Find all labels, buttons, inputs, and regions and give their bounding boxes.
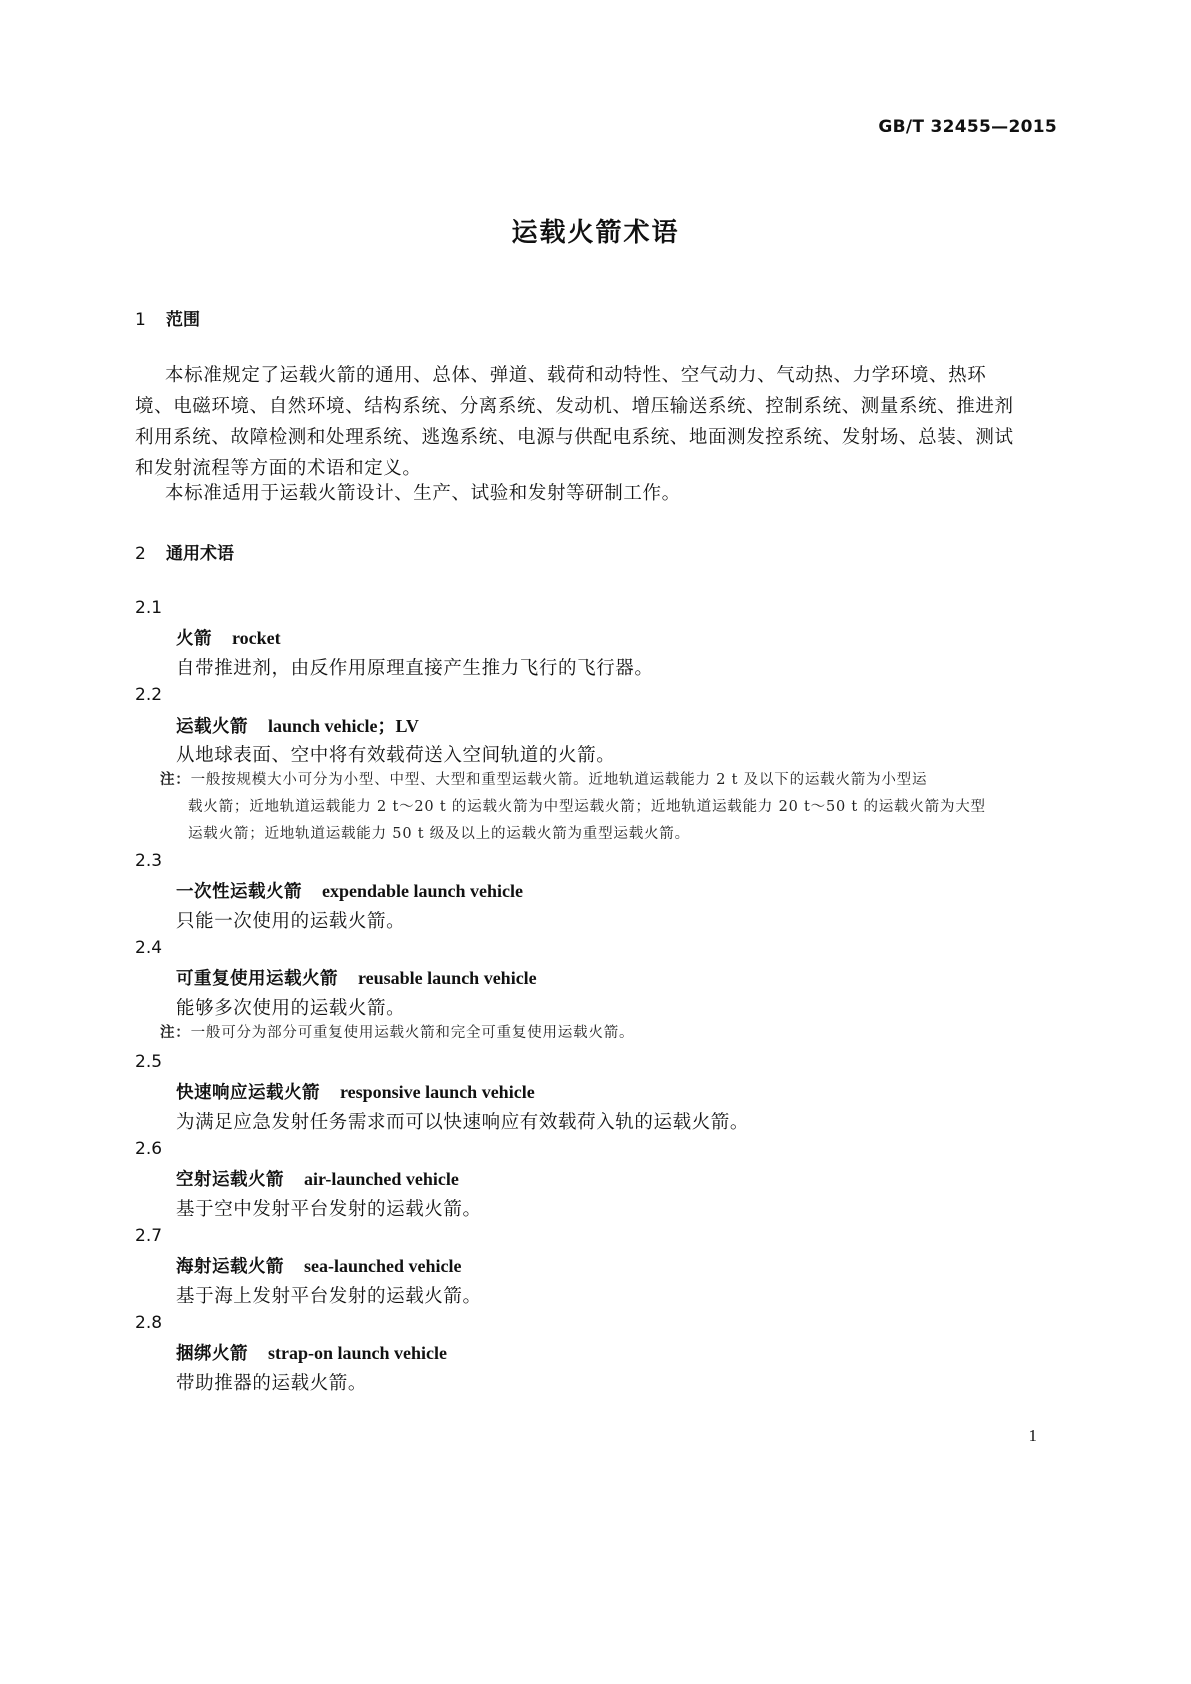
section-title: 通用术语 bbox=[166, 544, 234, 564]
term-heading bbox=[176, 1340, 447, 1365]
term-chinese: 火箭 bbox=[176, 629, 212, 649]
term-number: 2.4 bbox=[135, 938, 163, 958]
term-chinese: 空射运载火箭 bbox=[176, 1170, 284, 1190]
term-number: 2.2 bbox=[135, 685, 163, 705]
scope-paragraph-2: 本标准适用于运载火箭设计、生产、试验和发射等研制工作。 bbox=[165, 483, 681, 504]
term-number: 2.3 bbox=[135, 851, 163, 871]
note-text-continued: 载火箭；近地轨道运载能力 2 t～20 t 的运载火箭为中型运载火箭；近地轨道运载能力 20 t～50 t 的运载火箭为大型运载火箭；近地轨道运载能力 50 t 级及以上的运载火箭为重型运载火箭。 bbox=[188, 799, 986, 842]
term-english: strap-on launch vehicle bbox=[268, 1343, 448, 1363]
term-definition: 基于空中发射平台发射的运载火箭。 bbox=[176, 1199, 482, 1220]
section-number: 2 bbox=[135, 544, 146, 564]
term-definition: 能够多次使用的运载火箭。 bbox=[176, 998, 406, 1019]
term-heading bbox=[176, 878, 523, 903]
term-definition: 基于海上发射平台发射的运载火箭。 bbox=[176, 1286, 482, 1307]
term-heading bbox=[176, 965, 537, 990]
term-number: 2.8 bbox=[135, 1313, 163, 1333]
term-english: reusable launch vehicle bbox=[358, 968, 537, 988]
page-number: 1 bbox=[1028, 1426, 1037, 1445]
section-heading-scope bbox=[135, 305, 200, 330]
term-heading bbox=[176, 625, 281, 650]
term-number: 2.6 bbox=[135, 1139, 163, 1159]
term-english: launch vehicle；LV bbox=[268, 716, 419, 736]
term-heading bbox=[176, 1079, 535, 1104]
term-definition: 只能一次使用的运载火箭。 bbox=[176, 911, 406, 932]
term-heading bbox=[176, 712, 419, 738]
term-chinese: 海射运载火箭 bbox=[176, 1257, 284, 1277]
term-chinese: 可重复使用运载火箭 bbox=[176, 969, 338, 989]
term-chinese: 快速响应运载火箭 bbox=[176, 1083, 320, 1103]
section-heading-general-terms bbox=[135, 539, 234, 564]
note-label: 注： bbox=[160, 772, 191, 788]
term-english: rocket bbox=[232, 628, 281, 648]
term-number: 2.7 bbox=[135, 1226, 163, 1246]
standard-number: GB/T 32455—2015 bbox=[878, 117, 1057, 137]
term-chinese: 捆绑火箭 bbox=[176, 1344, 248, 1364]
term-chinese: 运载火箭 bbox=[176, 717, 248, 737]
term-english: air-launched vehicle bbox=[304, 1169, 459, 1189]
note-text: 一般按规模大小可分为小型、中型、大型和重型运载火箭。近地轨道运载能力 2 t 及以下的运载火箭为小型运 bbox=[190, 772, 928, 788]
note-label: 注： bbox=[160, 1025, 191, 1041]
term-note bbox=[160, 767, 990, 848]
term-number: 2.1 bbox=[135, 598, 163, 618]
term-english: sea-launched vehicle bbox=[304, 1256, 462, 1276]
term-definition: 为满足应急发射任务需求而可以快速响应有效载荷入轨的运载火箭。 bbox=[176, 1112, 750, 1133]
term-english: expendable launch vehicle bbox=[322, 881, 524, 901]
scope-paragraph-1: 本标准规定了运载火箭的通用、总体、弹道、载荷和动特性、空气动力、气动热、力学环境、热环境、电磁环境、自然环境、结构系统、分离系统、发动机、增压输送系统、控制系统、测量系统、推进剂利用系统、故障检测和处理系统、逃逸系统、电源与供配电系统、地面测发控系统、发射场、总装、测试和发射流程等方面的术语和定义。 bbox=[135, 365, 1014, 479]
term-note bbox=[160, 1020, 990, 1047]
note-text: 一般可分为部分可重复使用运载火箭和完全可重复使用运载火箭。 bbox=[190, 1025, 635, 1041]
section-number: 1 bbox=[135, 310, 146, 330]
section-title: 范围 bbox=[166, 310, 200, 330]
document-title: 运载火箭术语 bbox=[511, 218, 680, 248]
term-definition: 从地球表面、空中将有效载荷送入空间轨道的火箭。 bbox=[176, 745, 616, 766]
term-definition: 自带推进剂，由反作用原理直接产生推力飞行的飞行器。 bbox=[176, 658, 654, 679]
term-heading bbox=[176, 1253, 462, 1278]
term-heading bbox=[176, 1166, 459, 1191]
term-english: responsive launch vehicle bbox=[340, 1082, 535, 1102]
term-chinese: 一次性运载火箭 bbox=[176, 882, 302, 902]
term-number: 2.5 bbox=[135, 1052, 163, 1072]
term-definition: 带助推器的运载火箭。 bbox=[176, 1373, 368, 1394]
